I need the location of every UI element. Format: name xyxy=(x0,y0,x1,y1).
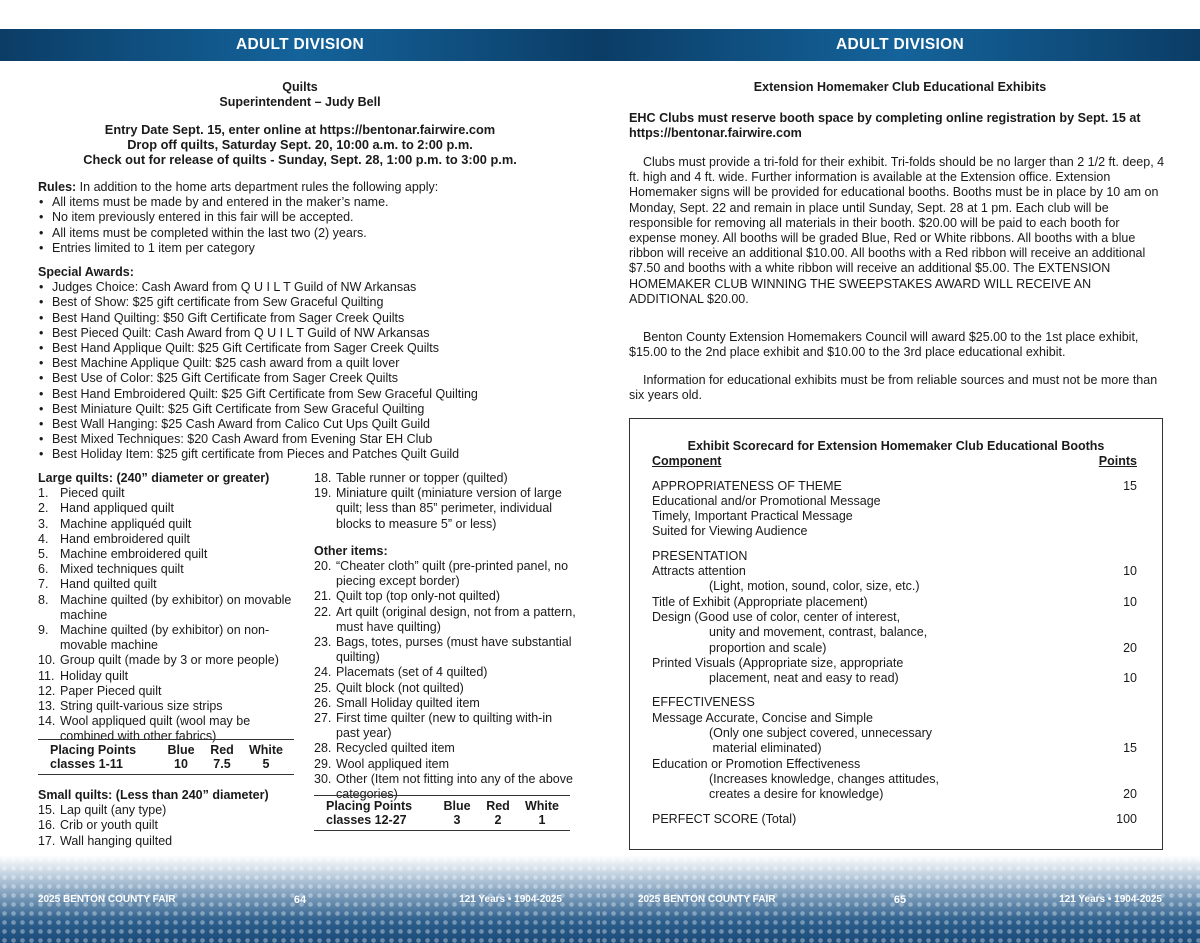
red-header: Red xyxy=(486,799,510,813)
item-text: Quilt block (not quilted) xyxy=(336,680,464,695)
item-number: 14. xyxy=(38,714,56,729)
large-quilts-label: Large quilts: (240” diameter or greater) xyxy=(38,471,270,485)
scorecard xyxy=(629,418,1163,850)
item-text: Wall hanging quilted xyxy=(60,833,173,848)
page-number: 64 xyxy=(293,894,307,906)
item-number: 18. xyxy=(314,471,332,485)
item-text: Mixed techniques quilt xyxy=(60,562,184,577)
item-text: Other (Item not fitting into any of the above categories) xyxy=(336,771,573,802)
large-quilts-list xyxy=(38,486,296,744)
special-award-item: • Best Hand Applique Quilt: $25 Gift Certificate from Sager Creek Quilts xyxy=(38,341,588,356)
rules-label: Rules: xyxy=(38,180,77,194)
item-number: 26. xyxy=(314,695,332,710)
item-text: “Cheater cloth” quilt (pre-printed panel, no piecing except border) xyxy=(336,559,569,589)
item-text: Lap quilt (any type) xyxy=(60,803,167,818)
quilt-class-item xyxy=(38,577,296,592)
placing-points-table-2 xyxy=(314,795,570,831)
item-text: Miniature quilt (miniature version of large quilt; less than 85” perimeter, individual blocks to measure 5” or less) xyxy=(336,486,562,531)
item-text: Machine quilted (by exhibitor) on non-movable machine xyxy=(60,623,270,653)
entry-line: Entry Date Sept. 15, enter online at https://bentonar.fairwire.com xyxy=(104,122,496,137)
item-text: Recycled quilted item xyxy=(336,741,455,756)
printed-visuals-line: Printed Visuals (Appropriate size, appropriate xyxy=(652,655,904,670)
item-text: Hand quilted quilt xyxy=(60,577,157,592)
education-points: 20 xyxy=(1123,787,1137,802)
item-text: Holiday quilt xyxy=(60,668,129,683)
rule-item: • All items must be made by and entered in the maker’s name. xyxy=(38,195,578,210)
design-detail: proportion and scale) xyxy=(709,640,827,655)
item-number: 30. xyxy=(314,771,332,786)
item-number: 12. xyxy=(38,683,56,698)
item-text: First time quilter (new to quilting with-in past year) xyxy=(336,711,553,741)
placing-points-label: Placing Points xyxy=(50,743,137,757)
special-award-item: • Best of Show: $25 gift certificate from Sew Graceful Quilting xyxy=(38,295,588,310)
classes-label: classes 12-27 xyxy=(326,813,407,827)
special-award-item: • Best Hand Embroidered Quilt: $25 Gift Certificate from Sew Graceful Quilting xyxy=(38,387,588,402)
special-award-item: • Judges Choice: Cash Award from Q U I L T Guild of NW Arkansas xyxy=(38,280,588,295)
white-points: 5 xyxy=(262,757,270,771)
item-text: Crib or youth quilt xyxy=(60,818,158,833)
component-column-header: Component xyxy=(652,454,722,469)
quilt-class-item xyxy=(314,741,576,756)
item-text: Hand embroidered quilt xyxy=(60,531,190,546)
perfect-score-points: 100 xyxy=(1116,811,1137,826)
item-number: 3. xyxy=(38,516,49,531)
special-award-item: • Best Mixed Techniques: $20 Cash Award from Evening Star EH Club xyxy=(38,432,588,447)
item-number: 21. xyxy=(314,589,332,604)
club-rules-paragraph: Clubs must provide a tri-fold for their exhibit. Tri-folds should be no larger than 2 1/2 ft. deep, 4 ft. high and 4 ft. wide. Further information is available at the Extension office. Extension Homemaker signs will be provided for educational booths. Booths must be in place by 10 am on Monday, Sept. 22 and remain in place until Sunday, Sept. 28 at 1 pm. Each club will be responsible for removing all materials in their booth. $20.00 will be paid to each booth for expense money. All booths will be graded Blue, Red or White ribbons. All booths with a blue ribbon will receive an additional $10.00. All booths with a Red ribbon will receive an additional $7.50 and booths with a white ribbon will receive an additional $5.00. The EXTENSION HOMEMAKER CLUB WINNING THE SWEEPSTAKES AWARD WILL RECEIVE AN ADDITIONAL $20.00. xyxy=(629,155,1165,306)
item-text: Art quilt (original design, not from a pattern, must have quilting) xyxy=(336,604,576,634)
white-points: 1 xyxy=(538,813,546,827)
page-number: 65 xyxy=(893,894,907,906)
item-number: 2. xyxy=(38,501,49,516)
item-number: 8. xyxy=(38,592,49,607)
message-points: 15 xyxy=(1123,741,1137,756)
points-column-header: Points xyxy=(1098,454,1137,469)
quilt-class-item xyxy=(314,665,576,680)
effectiveness-heading: EFFECTIVENESS xyxy=(652,695,755,710)
column-two xyxy=(314,471,576,802)
design-detail: unity and movement, contrast, balance, xyxy=(709,625,928,640)
blue-header: Blue xyxy=(443,799,471,813)
quilt-class-item xyxy=(38,623,296,653)
special-award-item: • Best Use of Color: $25 Gift Certificate from Sager Creek Quilts xyxy=(38,371,588,386)
item-number: 13. xyxy=(38,699,56,714)
special-awards-label: Special Awards: xyxy=(38,265,134,279)
registration-notice: EHC Clubs must reserve booth space by completing online registration by Sept. 15 at https://bentonar.fairwire.com xyxy=(629,111,1141,141)
quilt-class-item xyxy=(38,834,296,849)
red-points: 2 xyxy=(494,813,502,827)
other-items-list xyxy=(314,559,576,802)
item-number: 5. xyxy=(38,547,49,562)
theme-heading: APPROPRIATENESS OF THEME xyxy=(652,478,842,493)
rule-item: • Entries limited to 1 item per category xyxy=(38,241,578,256)
education-detail: (Increases knowledge, changes attitudes, xyxy=(709,771,939,786)
special-award-item: • Best Wall Hanging: $25 Cash Award from Calico Cut Ups Quilt Guild xyxy=(38,417,588,432)
item-number: 23. xyxy=(314,635,332,650)
item-number: 10. xyxy=(38,653,56,668)
item-text: Machine appliquéd quilt xyxy=(60,516,192,531)
item-number: 27. xyxy=(314,711,332,726)
quilts-title-block xyxy=(0,80,600,110)
item-number: 29. xyxy=(314,756,332,771)
special-award-item: • Best Hand Quilting: $50 Gift Certificate from Sager Creek Quilts xyxy=(38,311,588,326)
red-header: Red xyxy=(210,743,234,757)
white-header: White xyxy=(248,743,284,757)
attracts-attention: Attracts attention xyxy=(652,564,746,579)
quilt-class-item xyxy=(38,517,296,532)
blue-points: 10 xyxy=(174,757,188,771)
large-quilts-section xyxy=(38,471,296,745)
item-number: 17. xyxy=(38,833,56,848)
special-award-item: • Best Pieced Quilt: Cash Award from Q U I L T Guild of NW Arkansas xyxy=(38,326,588,341)
council-award-paragraph: Benton County Extension Homemakers Council will award $25.00 to the 1st place exhibit, $15.00 to the 2nd place exhibit and $10.00 to the 3rd place educational exhibit. xyxy=(629,330,1139,360)
entry-line: Drop off quilts, Saturday Sept. 20, 10:00 a.m. to 2:00 p.m. xyxy=(127,137,473,153)
theme-line: Suited for Viewing Audience xyxy=(652,524,808,539)
white-header: White xyxy=(524,799,560,813)
item-text: Paper Pieced quilt xyxy=(60,683,162,698)
entry-line: Check out for release of quilts - Sunday, Sept. 28, 1:00 p.m. to 3:00 p.m. xyxy=(83,152,517,168)
printed-visuals-detail: placement, neat and easy to read) xyxy=(709,671,899,686)
theme-line: Educational and/or Promotional Message xyxy=(652,493,881,508)
item-text: Machine quilted (by exhibitor) on movable machine xyxy=(60,592,292,622)
special-award-item: • Best Holiday Item: $25 gift certificate from Pieces and Patches Quilt Guild xyxy=(38,447,588,462)
item-text: Pieced quilt xyxy=(60,486,125,501)
attracts-points: 10 xyxy=(1123,564,1137,579)
item-number: 22. xyxy=(314,604,332,619)
item-number: 9. xyxy=(38,623,49,638)
quilt-class-item xyxy=(314,605,576,635)
quilt-class-item xyxy=(314,589,576,604)
quilt-class-item xyxy=(38,803,296,818)
quilt-class-item xyxy=(314,711,576,741)
quilt-class-item xyxy=(314,681,576,696)
red-points: 7.5 xyxy=(213,757,231,771)
item-number: 4. xyxy=(38,531,49,546)
rule-item: • All items must be completed within the last two (2) years. xyxy=(38,226,578,241)
placing-points-label: Placing Points xyxy=(326,799,413,813)
section-title: Quilts xyxy=(282,80,318,94)
footer-fair-name: 2025 BENTON COUNTY FAIR xyxy=(38,894,176,905)
item-number: 25. xyxy=(314,680,332,695)
item-number: 11. xyxy=(38,668,55,683)
entry-info xyxy=(0,122,600,168)
footer-fair-name: 2025 BENTON COUNTY FAIR xyxy=(638,894,776,905)
printed-visuals-points: 10 xyxy=(1123,671,1137,686)
perfect-score-label: PERFECT SCORE xyxy=(652,811,759,826)
item-text: Table runner or topper (quilted) xyxy=(336,471,508,485)
small-quilts-label: Small quilts: (Less than 240” diameter) xyxy=(38,788,269,802)
quilt-class-item xyxy=(38,532,296,547)
design-points: 20 xyxy=(1123,640,1137,655)
footer-years: 121 Years • 1904-2025 xyxy=(1059,894,1162,905)
quilt-class-item xyxy=(314,559,576,589)
item-text: String quilt-various size strips xyxy=(60,699,223,714)
special-awards-section xyxy=(38,265,588,463)
item-text: Placemats (set of 4 quilted) xyxy=(336,665,488,680)
item-text: Wool appliqued item xyxy=(336,756,450,771)
message-line: Message Accurate, Concise and Simple xyxy=(652,710,873,725)
title-points: 10 xyxy=(1123,594,1137,609)
special-award-item: • Best Miniature Quilt: $25 Gift Certificate from Sew Graceful Quilting xyxy=(38,402,588,417)
section-title: Extension Homemaker Club Educational Exhibits xyxy=(753,80,1047,94)
rules-list xyxy=(38,195,578,256)
design-line: Design (Good use of color, center of interest, xyxy=(652,609,901,624)
item-text: Quilt top (top only-not quilted) xyxy=(336,589,500,604)
presentation-heading: PRESENTATION xyxy=(652,548,748,563)
rules-section xyxy=(38,180,578,256)
quilt-class-item xyxy=(314,486,576,532)
item-number: 20. xyxy=(314,559,332,574)
small-quilts-list xyxy=(38,803,296,849)
quilt-class-item xyxy=(38,818,296,833)
item-text: Small Holiday quilted item xyxy=(336,695,480,710)
blue-points: 3 xyxy=(453,813,461,827)
page-footer xyxy=(0,855,600,943)
item-text: Wool appliqued quilt (wool may be combined with other fabrics) xyxy=(60,714,251,744)
perfect-score-suffix: (Total) xyxy=(758,811,797,826)
item-text: Bags, totes, purses (must have substantial quilting) xyxy=(336,635,572,665)
rules-intro: In addition to the home arts department rules the following apply: xyxy=(76,180,439,194)
quilt-class-item xyxy=(314,757,576,772)
item-number: 24. xyxy=(314,665,332,680)
division-header: ADULT DIVISION xyxy=(0,29,600,61)
education-line: Education or Promotion Effectiveness xyxy=(652,756,861,771)
attracts-detail: (Light, motion, sound, color, size, etc.) xyxy=(709,579,920,594)
quilt-class-item xyxy=(38,501,296,516)
quilt-class-item xyxy=(38,593,296,623)
item-number: 28. xyxy=(314,741,332,756)
superintendent: Superintendent – Judy Bell xyxy=(219,95,381,110)
message-detail: (Only one subject covered, unnecessary xyxy=(709,726,933,741)
quilt-class-item xyxy=(38,653,296,668)
footer-years: 121 Years • 1904-2025 xyxy=(459,894,562,905)
item-text: Group quilt (made by 3 or more people) xyxy=(60,653,279,668)
message-detail: material eliminated) xyxy=(709,741,822,756)
quilt-class-item xyxy=(38,699,296,714)
quilt-class-item xyxy=(38,486,296,501)
special-awards-list xyxy=(38,280,588,462)
quilt-class-item xyxy=(38,547,296,562)
title-of-exhibit: Title of Exhibit (Appropriate placement) xyxy=(652,594,868,609)
quilt-class-item xyxy=(314,471,576,486)
small-quilts-section xyxy=(38,788,296,849)
item-text: Machine embroidered quilt xyxy=(60,547,208,562)
item-number: 1. xyxy=(38,486,49,501)
special-award-item: • Best Machine Applique Quilt: $25 cash award from a quilt lover xyxy=(38,356,588,371)
quilt-class-item xyxy=(38,684,296,699)
blue-header: Blue xyxy=(167,743,195,757)
quilt-class-item xyxy=(314,635,576,665)
rule-item: • No item previously entered in this fair will be accepted. xyxy=(38,210,578,225)
quilt-class-item xyxy=(38,669,296,684)
right-page xyxy=(600,0,1200,943)
item-text: Hand appliqued quilt xyxy=(60,501,174,516)
sources-paragraph: Information for educational exhibits must be from reliable sources and must not be more than six years old. xyxy=(629,373,1158,403)
quilt-classes-list xyxy=(314,471,576,532)
item-number: 19. xyxy=(314,486,332,501)
quilt-class-item xyxy=(314,696,576,711)
quilt-class-item xyxy=(38,562,296,577)
item-number: 16. xyxy=(38,818,56,833)
theme-line: Timely, Important Practical Message xyxy=(652,509,853,524)
placing-points-table-1 xyxy=(38,739,294,775)
division-header: ADULT DIVISION xyxy=(600,29,1200,61)
education-detail: creates a desire for knowledge) xyxy=(709,787,884,802)
item-number: 6. xyxy=(38,562,49,577)
page-footer xyxy=(600,855,1200,943)
theme-points: 15 xyxy=(1123,478,1137,493)
item-number: 15. xyxy=(38,803,56,818)
other-items-label: Other items: xyxy=(314,543,388,558)
scorecard-title: Exhibit Scorecard for Extension Homemaker Club Educational Booths xyxy=(687,439,1105,453)
item-number: 7. xyxy=(38,577,49,592)
classes-label: classes 1-11 xyxy=(50,757,123,771)
